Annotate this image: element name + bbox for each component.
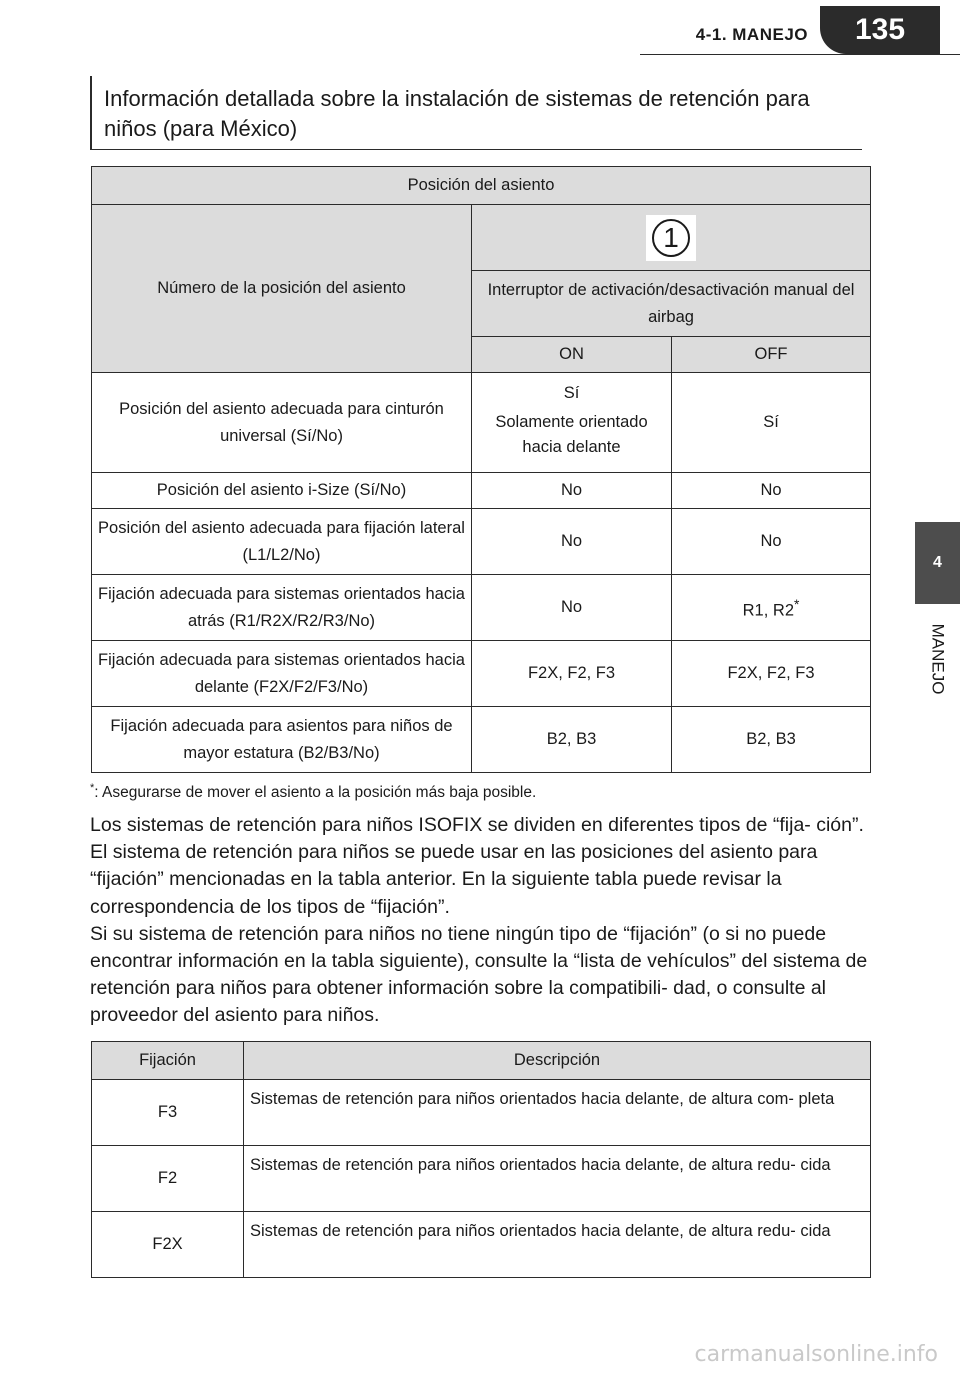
seat-position-table <box>91 166 871 773</box>
on-value: B2, B3 <box>472 707 672 773</box>
position-header: Posición del asiento <box>92 167 871 205</box>
fixation-description: Sistemas de retención para niños orientados hacia delante, de altura redu- cida <box>244 1212 871 1278</box>
row-label: Fijación adecuada para sistemas orientados hacia delante (F2X/F2/F3/No) <box>92 641 472 707</box>
paragraph: Los sistemas de retención para niños ISOFIX se dividen en diferentes tipos de “fija- ción”. El sistema de retención para niños se puede usar en las posiciones del asiento para “fijación” mencionadas en la tabla anterior. En la siguiente tabla puede revisar la correspondencia de los tipos de “fijación”. <box>90 814 864 918</box>
row-label: Fijación adecuada para asientos para niños de mayor estatura (B2/B3/No) <box>92 707 472 773</box>
on-value: No <box>472 509 672 575</box>
on-value: No <box>472 575 672 641</box>
header-rule <box>640 54 960 55</box>
description-header: Descripción <box>244 1042 871 1080</box>
seat-number-1: 1 <box>652 219 690 257</box>
off-header: OFF <box>672 337 871 373</box>
table-row <box>92 707 871 773</box>
off-value: No <box>672 473 871 509</box>
off-value: F2X, F2, F3 <box>672 641 871 707</box>
off-value: B2, B3 <box>672 707 871 773</box>
watermark: carmanualsonline.info <box>694 1342 938 1367</box>
fixation-code: F2X <box>92 1212 244 1278</box>
table-row <box>92 1146 871 1212</box>
footnote-text: : Asegurarse de mover el asiento a la posición más baja posible. <box>94 784 537 802</box>
on-value: No <box>472 473 672 509</box>
fixation-description: Sistemas de retención para niños orientados hacia delante, de altura redu- cida <box>244 1146 871 1212</box>
info-title: Información detallada sobre la instalación de sistemas de retención para niños (para México) <box>90 76 862 150</box>
airbag-switch-label: Interruptor de activación/desactivación manual del airbag <box>472 271 871 337</box>
table-row <box>92 473 871 509</box>
table-row <box>92 509 871 575</box>
on-value-line2: Solamente orientado hacia delante <box>495 413 648 456</box>
chapter-label <box>915 604 960 714</box>
table-row <box>92 641 871 707</box>
seat-number-cell <box>472 205 871 271</box>
footnote <box>90 776 870 805</box>
body-text <box>90 812 870 1030</box>
fixation-header: Fijación <box>92 1042 244 1080</box>
seat-number-badge <box>646 215 696 261</box>
row-label: Fijación adecuada para sistemas orientados hacia atrás (R1/R2X/R2/R3/No) <box>92 575 472 641</box>
on-value: F2X, F2, F3 <box>472 641 672 707</box>
table-row <box>92 373 871 473</box>
on-header: ON <box>472 337 672 373</box>
paragraph: Si su sistema de retención para niños no tiene ningún tipo de “fijación” (o si no puede encontrar información en la tabla siguiente), consulte la “lista de vehículos” del sistema de retención para niños para obtener información sobre la compatibili- dad, o consulte al proveedor del asiento para niños. <box>90 922 868 1027</box>
section-title: 4-1. MANEJO <box>695 25 808 44</box>
table-row <box>92 1080 871 1146</box>
off-value <box>672 575 871 641</box>
table-row <box>92 575 871 641</box>
off-value: No <box>672 509 871 575</box>
row-label: Posición del asiento adecuada para fijación lateral (L1/L2/No) <box>92 509 472 575</box>
off-value-text: R1, R2 <box>742 601 794 620</box>
fixation-code: F3 <box>92 1080 244 1146</box>
fixation-description: Sistemas de retención para niños orientados hacia delante, de altura com- pleta <box>244 1080 871 1146</box>
row-label: Posición del asiento adecuada para cinturón universal (Sí/No) <box>92 373 472 473</box>
fixation-table <box>91 1041 871 1278</box>
row-label: Posición del asiento i-Size (Sí/No) <box>92 473 472 509</box>
page-number: 135 <box>820 6 940 54</box>
chapter-number-tab: 4 <box>915 522 960 604</box>
seat-number-label: Número de la posición del asiento <box>92 205 472 373</box>
on-value <box>472 373 672 473</box>
off-value: Sí <box>672 373 871 473</box>
chapter-label-text: MANEJO <box>928 623 948 695</box>
footnote-mark: * <box>794 596 800 612</box>
footnote-mark: * <box>90 782 95 794</box>
on-value-line1: Sí <box>563 384 580 402</box>
table-row <box>92 1212 871 1278</box>
fixation-code: F2 <box>92 1146 244 1212</box>
